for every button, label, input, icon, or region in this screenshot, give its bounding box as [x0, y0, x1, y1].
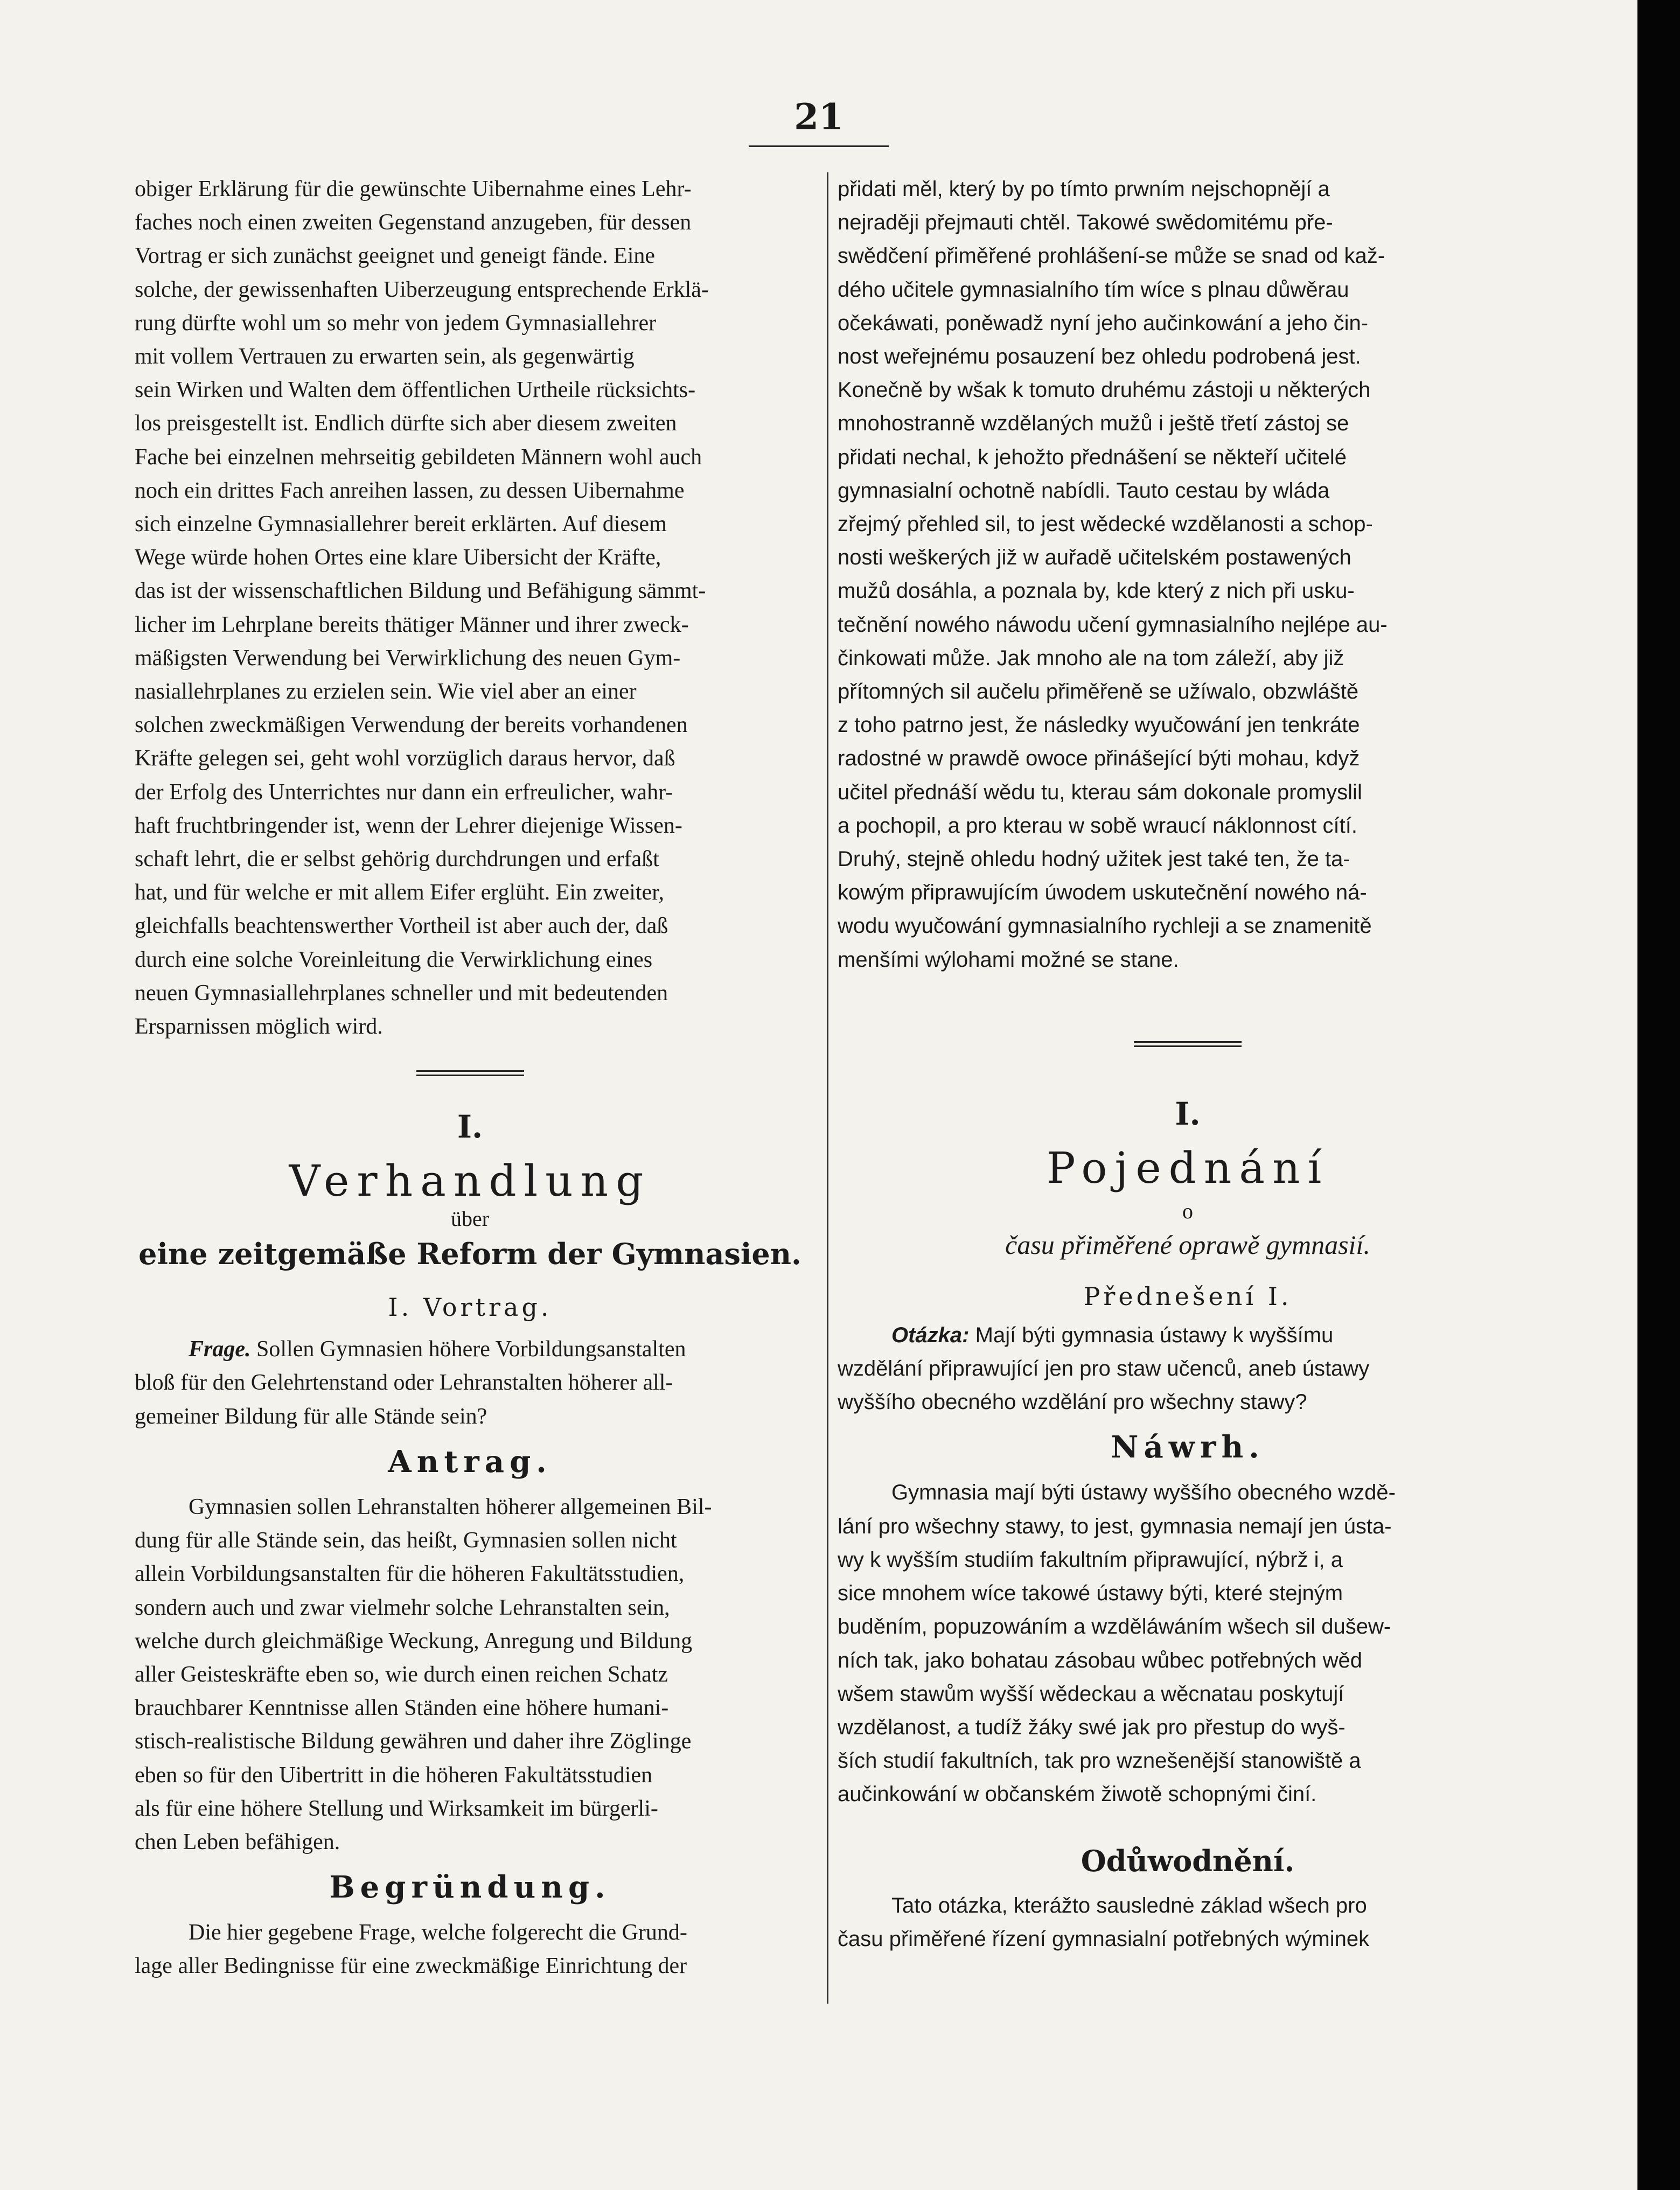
text-line: přidati nechal, k jehožto přednášení se někteří učitelé: [838, 445, 1347, 469]
text-line: mit vollem Vertrauen zu erwarten sein, als gegenwärtig: [135, 344, 635, 369]
column-divider: [827, 172, 828, 2004]
reason-heading: Begründung.: [329, 1870, 611, 1906]
section-subtitle: času přiměřené oprawě gymnasií.: [1005, 1229, 1370, 1260]
text-line: licher im Lehrplane bereits thätiger Männer und ihrer zweck-: [135, 612, 689, 637]
text-line: das ist der wissenschaftlichen Bildung und Befähigung sämmt-: [135, 578, 706, 604]
text-line: kowým připrawujícím úwodem uskutečnění nowého ná-: [838, 881, 1367, 905]
text-line: lání pro wšechny stawy, to jest, gymnasia nemají jen ústa-: [838, 1514, 1392, 1538]
text-line: dung für alle Stände sein, das heißt, Gymnasien sollen nicht: [135, 1528, 677, 1553]
text-line: als für eine höhere Stellung und Wirksamkeit im bürgerli-: [135, 1796, 658, 1821]
text-line: swědčení přiměřené prohlášení-se může se snad od kaž-: [838, 244, 1385, 268]
text-line: aller Geisteskräfte eben so, wie durch einen reichen Schatz: [135, 1662, 668, 1687]
text-line: bloß für den Gelehrtenstand oder Lehranstalten höherer all-: [135, 1370, 673, 1396]
text-line: sice mnohem wíce takowé ústawy býti, které stejným: [838, 1581, 1343, 1606]
text-line: ních tak, jako bohatau zásobau wůbec potřebných wěd: [838, 1648, 1362, 1672]
text-line: nejraději přejmauti chtěl. Takowé swědomitému pře-: [838, 211, 1333, 235]
text-line: ších studií fakultních, tak pro wznešenější stanowiště a: [838, 1749, 1361, 1773]
lecture-heading: I. Vortrag.: [388, 1293, 552, 1322]
title-connector: o: [1182, 1198, 1193, 1223]
text-line: wodu wyučowání gymnasialního rychleji a se znamenitě: [838, 914, 1372, 938]
text-line: brauchbarer Kenntnisse allen Ständen eine höhere humani-: [135, 1696, 669, 1721]
section-subtitle: eine zeitgemäße Reform der Gymnasien.: [138, 1237, 801, 1272]
text-line: allein Vorbildungsanstalten für die höheren Fakultätsstudien,: [135, 1561, 685, 1587]
text-line: noch ein drittes Fach anreihen lassen, zu dessen Uibernahme: [135, 478, 685, 503]
text-line: Tato otázka, kterážto sauslednė základ wšech pro: [891, 1893, 1367, 1917]
section-number: I.: [1175, 1095, 1201, 1132]
lecture-heading: Přednešení I.: [1083, 1281, 1292, 1311]
text-line: wšem stawům wyšší wědeckau a wěcnatau poskytují: [838, 1682, 1344, 1706]
text-line: rung dürfte wohl um so mehr von jedem Gymnasiallehrer: [135, 310, 657, 336]
page-number: 21: [794, 96, 844, 138]
text-line: z toho patrno jest, že následky wyučowání jen tenkráte: [838, 713, 1360, 737]
text-line: haft fruchtbringender ist, wenn der Lehrer diejenige Wissen-: [135, 813, 682, 838]
section-title: Pojednání: [1046, 1142, 1329, 1193]
motion-paragraph: [838, 1476, 1538, 1811]
text-line: dého učitele gymnasialního tím wíce s plnau důwěrau: [838, 277, 1349, 302]
text-line: faches noch einen zweiten Gegenstand anzugeben, für dessen: [135, 210, 692, 235]
text-line: menšími wýlohami možné se stane.: [838, 947, 1179, 972]
text-line: welche durch gleichmäßige Weckung, Anregung und Bildung: [135, 1628, 693, 1654]
text-line: solchen zweckmäßigen Verwendung der bereits vorhandenen: [135, 713, 688, 738]
text-line: tečnění nowého náwodu učení gymnasialního nejlépe au-: [838, 612, 1388, 637]
right-column: [838, 172, 1538, 1956]
text-line: sein Wirken und Walten dem öffentlichen Urtheile rücksichts-: [135, 378, 696, 403]
text-line: gymnasialní ochotně nabídli. Tauto cestau by wláda: [838, 478, 1330, 503]
text-line: Vortrag er sich zunächst geeignet und geneigt fände. Eine: [135, 243, 656, 269]
reason-paragraph: [135, 1916, 805, 1983]
text-line: přítomných sil aučelu přiměřeně se užíwalo, obzwláště: [838, 680, 1359, 704]
page-number-rule: [749, 145, 889, 147]
motion-heading: Antrag.: [388, 1443, 552, 1480]
text-line: nasiallehrplanes zu erzielen sein. Wie viel aber an einer: [135, 679, 637, 705]
text-line: učitel přednáší wědu tu, kterau sám dokonale promyslil: [838, 780, 1362, 804]
text-line: nosti weškerých již w auřadě učitelském postawených: [838, 546, 1351, 570]
text-line: wy k wyšším studiím fakultním připrawující, nýbrž i, a: [838, 1547, 1343, 1572]
text-line: wzdělání připrawující jen pro staw učenců, aneb ústawy: [838, 1357, 1370, 1381]
text-line: času přiměřené řízení gymnasialní potřebných wýminek: [838, 1927, 1370, 1951]
question-label: Otázka:: [891, 1323, 970, 1347]
text-line: eben so für den Uibertritt in die höheren Fakultätsstudien: [135, 1762, 653, 1788]
reason-heading: Odůwodnění.: [1081, 1843, 1295, 1878]
text-line: sondern auch und zwar vielmehr solche Lehranstalten sein,: [135, 1595, 670, 1620]
question-paragraph: [135, 1333, 805, 1433]
text-line: nost weřejnému posauzení bez ohledu podrobená jest.: [838, 345, 1361, 369]
section-rule: [1134, 1041, 1242, 1047]
text-line: aučinkowání w občanském žiwotě schopnými činí.: [838, 1782, 1317, 1807]
text-line: mužů dosáhla, a poznala by, kde který z nich při usku-: [838, 579, 1355, 603]
title-connector: über: [450, 1206, 490, 1231]
text-line: Druhý, stejně ohledu hodný užitek jest také ten, že ta-: [838, 847, 1350, 871]
text-line: Die hier gegebene Frage, welche folgerecht die Grund-: [189, 1920, 687, 1945]
text-line: gemeiner Bildung für alle Stände sein?: [135, 1404, 487, 1429]
left-column: [135, 172, 805, 1983]
text-line: lage aller Bedingnisse für eine zweckmäßige Einrichtung der: [135, 1954, 687, 1979]
text-line: činkowati může. Jak mnoho ale na tom záleží, aby již: [838, 646, 1344, 670]
text-line: přidati měl, který by po tímto prwním nejschopnějí a: [838, 177, 1330, 201]
text-line: buděním, popuzowáním a wzděláwáním wšech sil dušew-: [838, 1615, 1391, 1639]
text-line: neuen Gymnasiallehrplanes schneller und mit bedeutenden: [135, 980, 668, 1006]
text-line: zřejmý přehled sil, to jest wědecké wzdělanosti a schop-: [838, 512, 1373, 536]
text-line: Kräfte gelegen sei, geht wohl vorzüglich daraus hervor, daß: [135, 746, 675, 771]
text-line: Fache bei einzelnen mehrseitig gebildeten Männern wohl auch: [135, 444, 702, 470]
text-line: chen Leben befähigen.: [135, 1829, 340, 1854]
text-line: gleichfalls beachtenswerther Vortheil ist aber auch der, daß: [135, 913, 668, 939]
text-line: Gymnasia mají býti ústawy wyššího obecného wzdě-: [891, 1481, 1396, 1505]
text-line: Sollen Gymnasien höhere Vorbildungsanstalten: [256, 1337, 686, 1362]
text-line: durch eine solche Voreinleitung die Verwirklichung eines: [135, 947, 653, 972]
text-line: Mají býti gymnasia ústawy k wyššímu: [975, 1323, 1334, 1347]
motion-heading: Náwrh.: [1111, 1429, 1265, 1466]
section-rule: [416, 1070, 524, 1076]
text-line: Wege würde hohen Ortes eine klare Uibersicht der Kräfte,: [135, 545, 661, 570]
text-line: Gymnasien sollen Lehranstalten höherer allgemeinen Bil-: [189, 1494, 712, 1519]
section-number: I.: [457, 1108, 483, 1146]
text-line: mnohostranně wzdělaných mužů i ještě třetí zástoj se: [838, 412, 1349, 436]
text-line: mäßigsten Verwendung bei Verwirklichung des neuen Gym-: [135, 645, 681, 671]
text-line: hat, und für welche er mit allem Eifer erglüht. Ein zweiter,: [135, 880, 665, 905]
question-label: Frage.: [189, 1337, 251, 1362]
reason-paragraph: [838, 1889, 1538, 1956]
scan-edge: [1637, 0, 1680, 2190]
motion-paragraph: [135, 1490, 805, 1859]
question-paragraph: [838, 1319, 1538, 1419]
text-line: radostné w prawdě owoce přinášející býti mohau, když: [838, 747, 1360, 771]
right-intro-paragraph: [838, 172, 1538, 977]
text-line: los preisgestellt ist. Endlich dürfte sich aber diesem zweiten: [135, 411, 677, 436]
text-line: stisch-realistische Bildung gewähren und daher ihre Zöglinge: [135, 1729, 692, 1754]
text-line: obiger Erklärung für die gewünschte Uibernahme eines Lehr-: [135, 177, 692, 201]
text-line: a pochopil, a pro kterau w sobě wraucí náklonnost cítí.: [838, 813, 1357, 838]
left-intro-paragraph: [135, 172, 805, 1043]
text-line: sich einzelne Gymnasiallehrer bereit erklärten. Auf diesem: [135, 512, 667, 537]
text-line: der Erfolg des Unterrichtes nur dann ein erfreulicher, wahr-: [135, 779, 673, 805]
text-line: schaft lehrt, die er selbst gehörig durchdrungen und erfaßt: [135, 847, 659, 872]
text-line: očekáwati, poněwadž nyní jeho aučinkowání a jeho čin-: [838, 311, 1369, 335]
text-line: wzdělanost, a tudíž žáky swé jak pro přestup do wyš-: [838, 1715, 1346, 1739]
text-line: wyššího obecného wzdělání pro wšechny stawy?: [838, 1390, 1307, 1414]
text-line: Konečně by wšak k tomuto druhému zástoji u některých: [838, 378, 1371, 402]
section-title: Verhandlung: [289, 1156, 651, 1206]
text-line: solche, der gewissenhaften Uiberzeugung entsprechende Erklä-: [135, 277, 709, 302]
text-line: Ersparnissen möglich wird.: [135, 1014, 383, 1040]
